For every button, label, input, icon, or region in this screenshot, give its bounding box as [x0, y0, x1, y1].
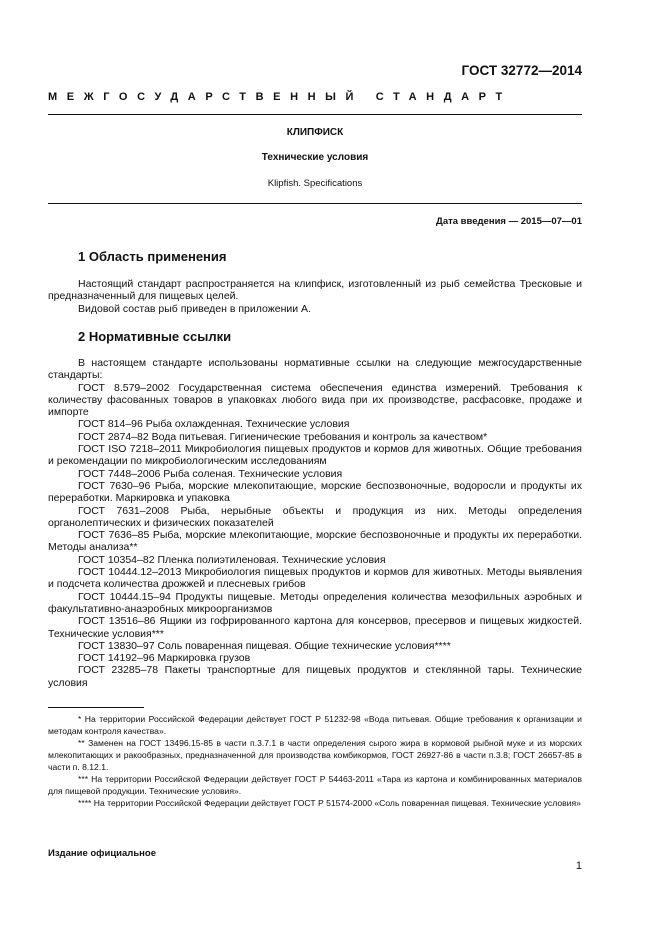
- reference-item: ГОСТ 7631–2008 Рыба, нерыбные объекты и продукция из них. Методы определения органолептических и физических показателей: [48, 504, 582, 529]
- reference-item: ГОСТ 13830–97 Соль поваренная пищевая. Общие технические условия****: [78, 639, 451, 652]
- footnote: **** На территории Российской Федерации действует ГОСТ Р 51574-2000 «Соль поваренная пищевая. Технические условия»: [78, 798, 581, 808]
- section-2-heading: 2 Нормативные ссылки: [78, 329, 232, 344]
- reference-item: ГОСТ ISO 7218–2011 Микробиология пищевых продуктов и кормов для животных. Общие требования и рекомендации по микробиологическим исследованиям: [48, 443, 582, 468]
- paragraph: В настоящем стандарте использованы нормативные ссылки на следующие межгосударственные стандарты:: [48, 357, 582, 382]
- interstate-standard-label: МЕЖГОСУДАРСТВЕННЫЙ СТАНДАРТ: [48, 91, 512, 103]
- reference-item: ГОСТ 814–96 Рыба охлажденная. Технические условия: [78, 418, 350, 431]
- reference-item: ГОСТ 7630–96 Рыба, морские млекопитающие, морские беспозвоночные, водоросли и продукты их переработки. Маркировка и упаковка: [48, 479, 582, 505]
- title-divider: [48, 203, 582, 204]
- standard-title: КЛИПФИСК: [286, 127, 344, 138]
- reference-item: ГОСТ 7636–85 Рыба, морские млекопитающие, морские беспозвоночные и продукты их переработки. Методы анализа**: [48, 529, 582, 554]
- reference-item: ГОСТ 23285–78 Пакеты транспортные для пищевых продуктов и стеклянной тары. Технические условия: [48, 664, 582, 689]
- footnote: * На территории Российской Федерации действует ГОСТ Р 51232-98 «Вода питьевая. Общие требования к организации и методам контроля качества».: [48, 714, 582, 736]
- paragraph: Настоящий стандарт распространяется на клипфиск, изготовленный из рыб семейства Тресковые и предназначенный для пищевых целей.: [48, 278, 582, 303]
- document-code: ГОСТ 32772—2014: [461, 63, 582, 78]
- reference-item: ГОСТ 10354–82 Пленка полиэтиленовая. Технические условия: [78, 553, 386, 566]
- reference-item: ГОСТ 10444.15–94 Продукты пищевые. Методы определения количества мезофильных аэробных и факультативно-анаэробных микроорганизмов: [48, 590, 582, 615]
- introduction-date: Дата введения — 2015—07—01: [436, 216, 582, 227]
- reference-item: ГОСТ 7448–2006 Рыба соленая. Технические условия: [78, 467, 343, 480]
- reference-item: ГОСТ 14192–96 Маркировка грузов: [78, 652, 251, 665]
- section-2-body: [48, 357, 582, 689]
- reference-item: ГОСТ 13516–86 Ящики из гофрированного картона для консервов, пресервов и пищевых жидкостей. Технические условия***: [48, 615, 582, 640]
- footnote: *** На территории Российской Федерации действует ГОСТ Р 54463-2011 «Тара из картона и комбинированных материалов для пищевой продукции. Технические условия».: [48, 774, 582, 796]
- reference-item: ГОСТ 2874–82 Вода питьевая. Гигиенические требования и контроль за качеством*: [78, 430, 488, 443]
- footnote: ** Заменен на ГОСТ 13496.15-85 в части п.3.7.1 в части определения сырого жира в кормовой рыбной муке и из морских млекопитающих и ракообразных, предназначенной для производства комбикормов, ГОСТ 26927-86 в части п.3.8; ГОСТ 26657-85 в части п. 8.12.1.: [48, 738, 582, 772]
- official-edition-label: Издание официальное: [48, 848, 156, 859]
- section-1-heading: 1 Область применения: [78, 249, 227, 264]
- page-number: 1: [575, 860, 582, 872]
- standard-english-title: Klipfish. Specifications: [267, 178, 363, 189]
- standard-subtitle: Технические условия: [261, 152, 369, 163]
- footnotes: [48, 713, 582, 809]
- reference-item: ГОСТ 10444.12–2013 Микробиология пищевых продуктов и кормов для животных. Методы выявления и подсчета количества дрожжей и плесневых грибов: [48, 566, 582, 591]
- reference-item: ГОСТ 8.579–2002 Государственная система обеспечения единства измерений. Требования к количеству фасованных товаров в упаковках любого вида при их производстве, расфасовке, продаже и импорте: [48, 381, 582, 419]
- section-1-body: [48, 278, 582, 315]
- footnote-divider: [48, 707, 144, 708]
- header-divider: [48, 114, 582, 115]
- paragraph: Видовой состав рыб приведен в приложении А.: [78, 302, 311, 315]
